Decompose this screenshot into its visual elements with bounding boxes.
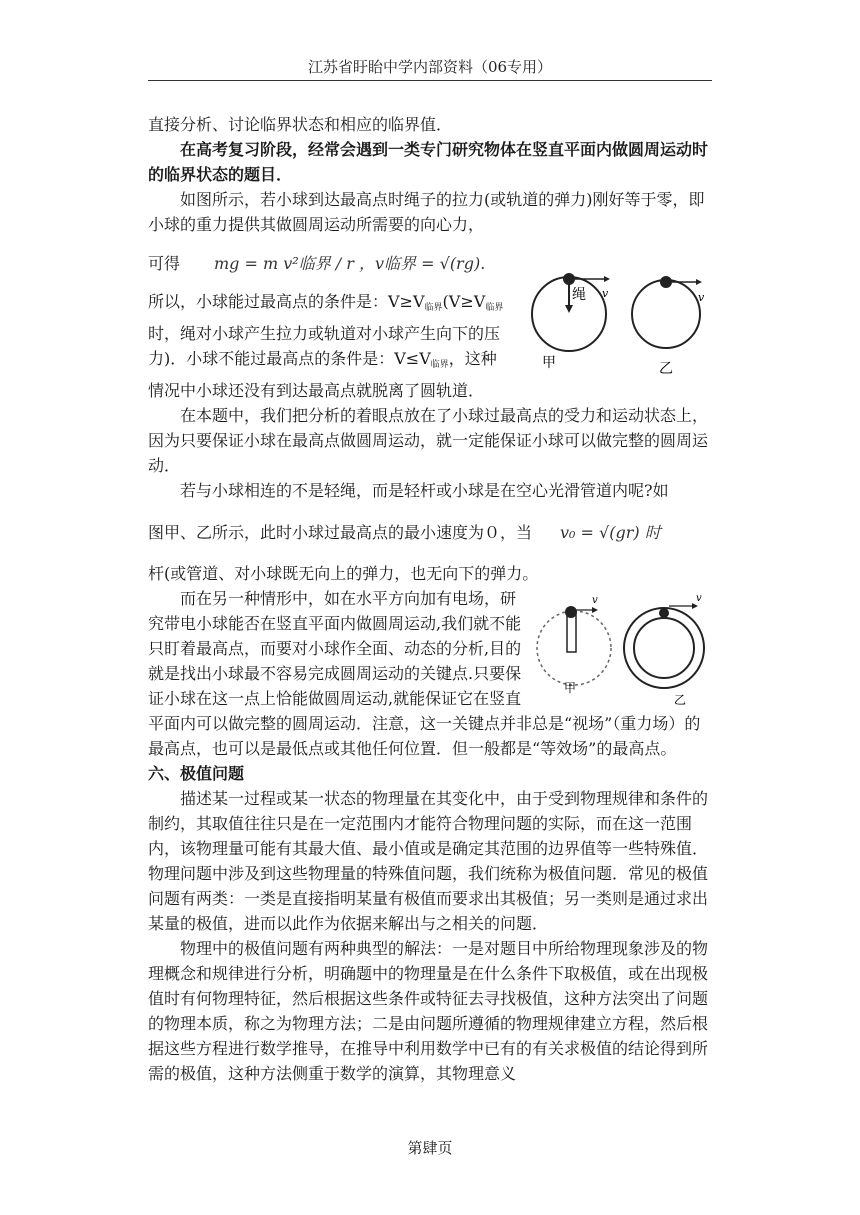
critical-velocity-formula: mg = m v²临界 / r ，v临界 = √(rg). [214, 253, 486, 273]
figure-rod-tube [534, 588, 714, 708]
section-heading: 六、极值问题 [148, 764, 245, 783]
velocity-label: v [698, 291, 705, 304]
text-span: (V≥V [442, 292, 486, 311]
subscript: 临界 [430, 360, 449, 370]
page-number: 第肆页 [407, 1139, 453, 1157]
text-span: ，这种情况中小球还没有到达最高点就脱离了圆轨道． [148, 349, 497, 400]
paragraph: 直接分析、讨论临界状态和相应的临界值． [148, 115, 453, 134]
figure-label-jia: 甲 [542, 355, 556, 371]
text-span: 时，绳对小球产生拉力或轨道对小球产生向下的压力)．小球不能过最高点的条件是：V≤V [148, 324, 501, 368]
figure-label-yi: 乙 [674, 693, 687, 707]
paragraph: 图甲、乙所示，此时小球过最高点的最小速度为０，当 [148, 522, 533, 542]
subscript: 临界 [424, 303, 443, 313]
paragraph: 在本题中，我们把分析的着眼点放在了小球过最高点的受力和运动状态上，因为只要保证小球在最高点做圆周运动，就一定能保证小球可以做完整的圆周运动． [148, 406, 709, 475]
velocity-label: v [592, 595, 598, 606]
paragraph: 而在另一种情形中，如在水平方向加有电场，研究带电小球能否在竖直平面内做圆周运动,我们就不能 只盯着最高点，而要对小球作全面、动态的分析,目的就是找出小球最不容易完成圆周运动的关键点.只要保证小球在这一点上恰能做圆周运动,就能保证它在竖直平面内可以做完整的圆周运动．注意，这一关键点并非总是“视场”（重力场）的最高点，也可以是最低点或其他任何位置．但一般都是“等效场”的最高点。 [148, 589, 701, 758]
header-rule [148, 80, 712, 81]
figure-label-jia: 甲 [564, 681, 577, 695]
formula-row-2 [148, 503, 714, 561]
subscript: 临界 [485, 303, 504, 313]
text-span: 所以，小球能过最高点的条件是：V≥V [148, 292, 425, 311]
figure-rope-track [514, 269, 714, 381]
rope-label: 绳 [572, 287, 586, 303]
min-velocity-formula: v₀ = √(gr) 时 [560, 522, 661, 542]
paragraph: 如图所示，若小球到达最高点时绳子的拉力(或轨道的弹力)刚好等于零，即小球的重力提供其做圆周运动所需要的向心力， [148, 190, 705, 234]
formula-lead: 可得 [148, 253, 181, 273]
paragraph: 描述某一过程或某一状态的物理量在其变化中，由于受到物理规律和条件的制约，其取值往往只是在一定范围内才能符合物理问题的实际，而在这一范围内，该物理量可能有其最大值、最小值或是确定其范围的边界值等一些特殊值．物理问题中涉及到这些物理量的特殊值问题，我们统称为极值问题．常见的极值问题有两类：一类是直接指明某量有极值而要求出其极值；另一类则是通过求出某量的极值，进而以此作为依据来解出与之相关的问题． [148, 789, 709, 933]
document-body [148, 112, 714, 1086]
figure-label-yi: 乙 [659, 361, 673, 377]
paragraph: 物理中的极值问题有两种典型的解法：一是对题目中所给物理现象涉及的物理概念和规律进行分析，明确题中的物理量是在什么条件下取极值，或在出现极值时有何物理特征，然后根据这些条件或特征去寻找极值，这种方法突出了问题的物理本质，称之为物理方法；二是由问题所遵循的物理规律建立方程，然后根据这些方程进行数学推导，在推导中利用数学中已有的有关求极值的结论得到所需的极值，这种方法侧重于数学的演算，其物理意义 [148, 939, 709, 1083]
velocity-label: v [696, 593, 702, 604]
velocity-label: v [602, 287, 609, 300]
running-header: 江苏省盱眙中学内部资料（06专用） [307, 58, 553, 76]
paragraph: 杆(或管道、对小球既无向上的弹力，也无向下的弹力。 [148, 564, 539, 583]
bold-paragraph: 在高考复习阶段，经常会遇到一类专门研究物体在竖直平面内做圆周运动时的临界状态的题目． [148, 140, 709, 184]
paragraph: 若与小球相连的不是轻绳，而是轻杆或小球是在空心光滑管道内呢?如 [180, 481, 669, 500]
